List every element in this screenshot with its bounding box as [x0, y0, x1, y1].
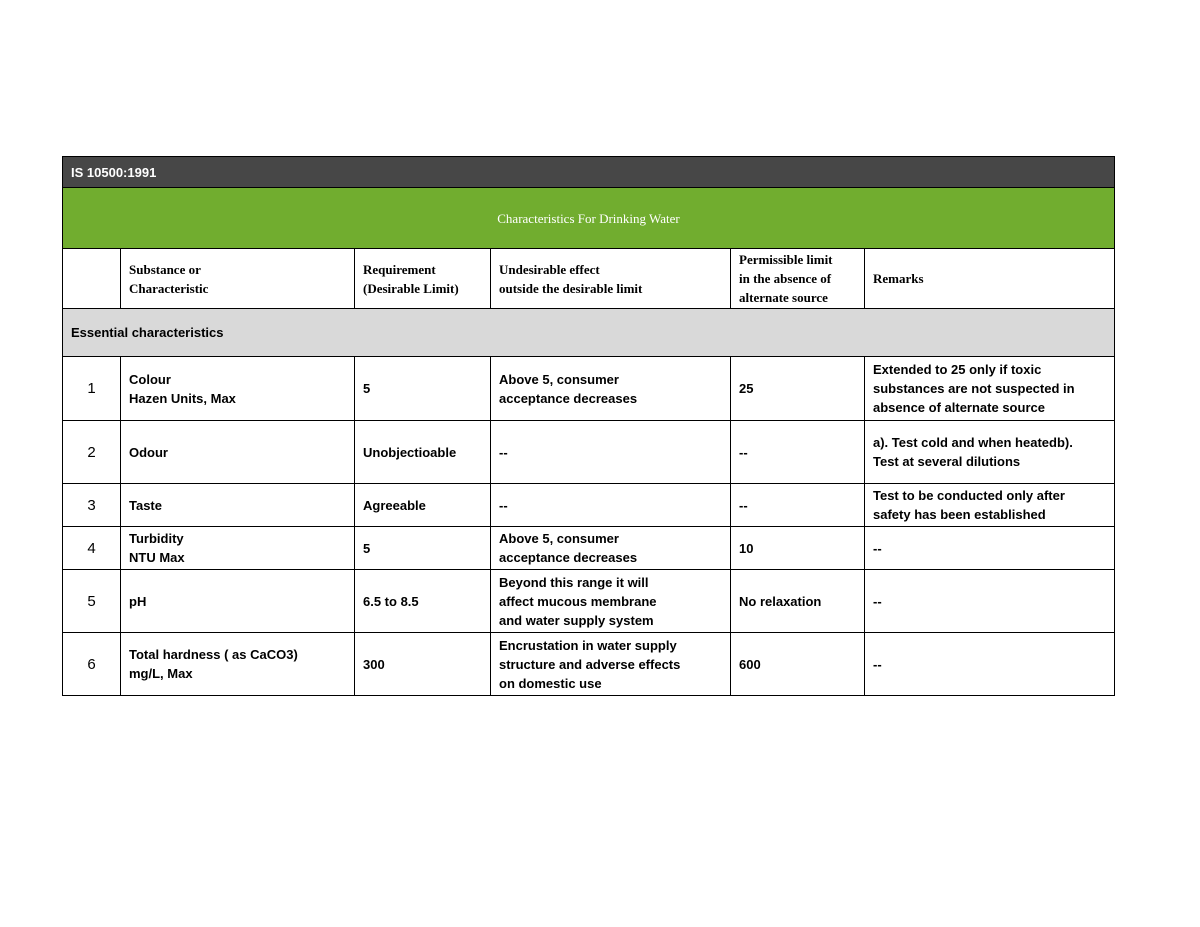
effect-cell[interactable]: --	[491, 421, 731, 484]
effect-cell[interactable]: --	[491, 484, 731, 527]
substance-cell[interactable]: Odour	[121, 421, 355, 484]
row-number[interactable]: 6	[63, 633, 121, 696]
permissible-cell[interactable]: 600	[731, 633, 865, 696]
row-number[interactable]: 3	[63, 484, 121, 527]
permissible-cell[interactable]: No relaxation	[731, 570, 865, 633]
drinking-water-table	[62, 156, 1115, 696]
substance-cell[interactable]: Colour Hazen Units, Max	[121, 357, 355, 421]
remarks-cell[interactable]: Test to be conducted only after safety has been established	[865, 484, 1115, 527]
standard-row	[63, 157, 1115, 188]
effect-cell[interactable]: Encrustation in water supply structure and adverse effects on domestic use	[491, 633, 731, 696]
section-heading[interactable]: Essential characteristics	[63, 309, 1115, 357]
permissible-cell[interactable]: --	[731, 484, 865, 527]
permissible-cell[interactable]: 10	[731, 527, 865, 570]
row-number[interactable]: 2	[63, 421, 121, 484]
requirement-cell[interactable]: 300	[355, 633, 491, 696]
header-row	[63, 249, 1115, 309]
row-number[interactable]: 1	[63, 357, 121, 421]
table-row	[63, 633, 1115, 696]
remarks-cell[interactable]: --	[865, 633, 1115, 696]
header-remarks[interactable]: Remarks	[865, 249, 1115, 309]
spreadsheet-sheet	[62, 156, 1114, 696]
requirement-cell[interactable]: Unobjectioable	[355, 421, 491, 484]
standard-label[interactable]: IS 10500:1991	[63, 157, 1115, 188]
substance-cell[interactable]: Turbidity NTU Max	[121, 527, 355, 570]
substance-cell[interactable]: Total hardness ( as CaCO3) mg/L, Max	[121, 633, 355, 696]
permissible-cell[interactable]: --	[731, 421, 865, 484]
remarks-cell[interactable]: --	[865, 527, 1115, 570]
table-row	[63, 357, 1115, 421]
header-undesirable-effect[interactable]: Undesirable effect outside the desirable limit	[491, 249, 731, 309]
remarks-cell[interactable]: Extended to 25 only if toxic substances are not suspected in absence of alternate source	[865, 357, 1115, 421]
table-row	[63, 484, 1115, 527]
section-row	[63, 309, 1115, 357]
permissible-cell[interactable]: 25	[731, 357, 865, 421]
header-number[interactable]	[63, 249, 121, 309]
effect-cell[interactable]: Beyond this range it will affect mucous membrane and water supply system	[491, 570, 731, 633]
table-row	[63, 570, 1115, 633]
requirement-cell[interactable]: 5	[355, 527, 491, 570]
header-requirement[interactable]: Requirement (Desirable Limit)	[355, 249, 491, 309]
effect-cell[interactable]: Above 5, consumer acceptance decreases	[491, 527, 731, 570]
title-row	[63, 188, 1115, 249]
table-row	[63, 421, 1115, 484]
header-permissible-limit[interactable]: Permissible limit in the absence of alternate source	[731, 249, 865, 309]
substance-cell[interactable]: Taste	[121, 484, 355, 527]
effect-cell[interactable]: Above 5, consumer acceptance decreases	[491, 357, 731, 421]
requirement-cell[interactable]: 5	[355, 357, 491, 421]
remarks-cell[interactable]: a). Test cold and when heatedb). Test at several dilutions	[865, 421, 1115, 484]
substance-cell[interactable]: pH	[121, 570, 355, 633]
requirement-cell[interactable]: 6.5 to 8.5	[355, 570, 491, 633]
row-number[interactable]: 4	[63, 527, 121, 570]
requirement-cell[interactable]: Agreeable	[355, 484, 491, 527]
row-number[interactable]: 5	[63, 570, 121, 633]
header-substance[interactable]: Substance or Characteristic	[121, 249, 355, 309]
remarks-cell[interactable]: --	[865, 570, 1115, 633]
page-title[interactable]: Characteristics For Drinking Water	[63, 188, 1115, 249]
table-row	[63, 527, 1115, 570]
